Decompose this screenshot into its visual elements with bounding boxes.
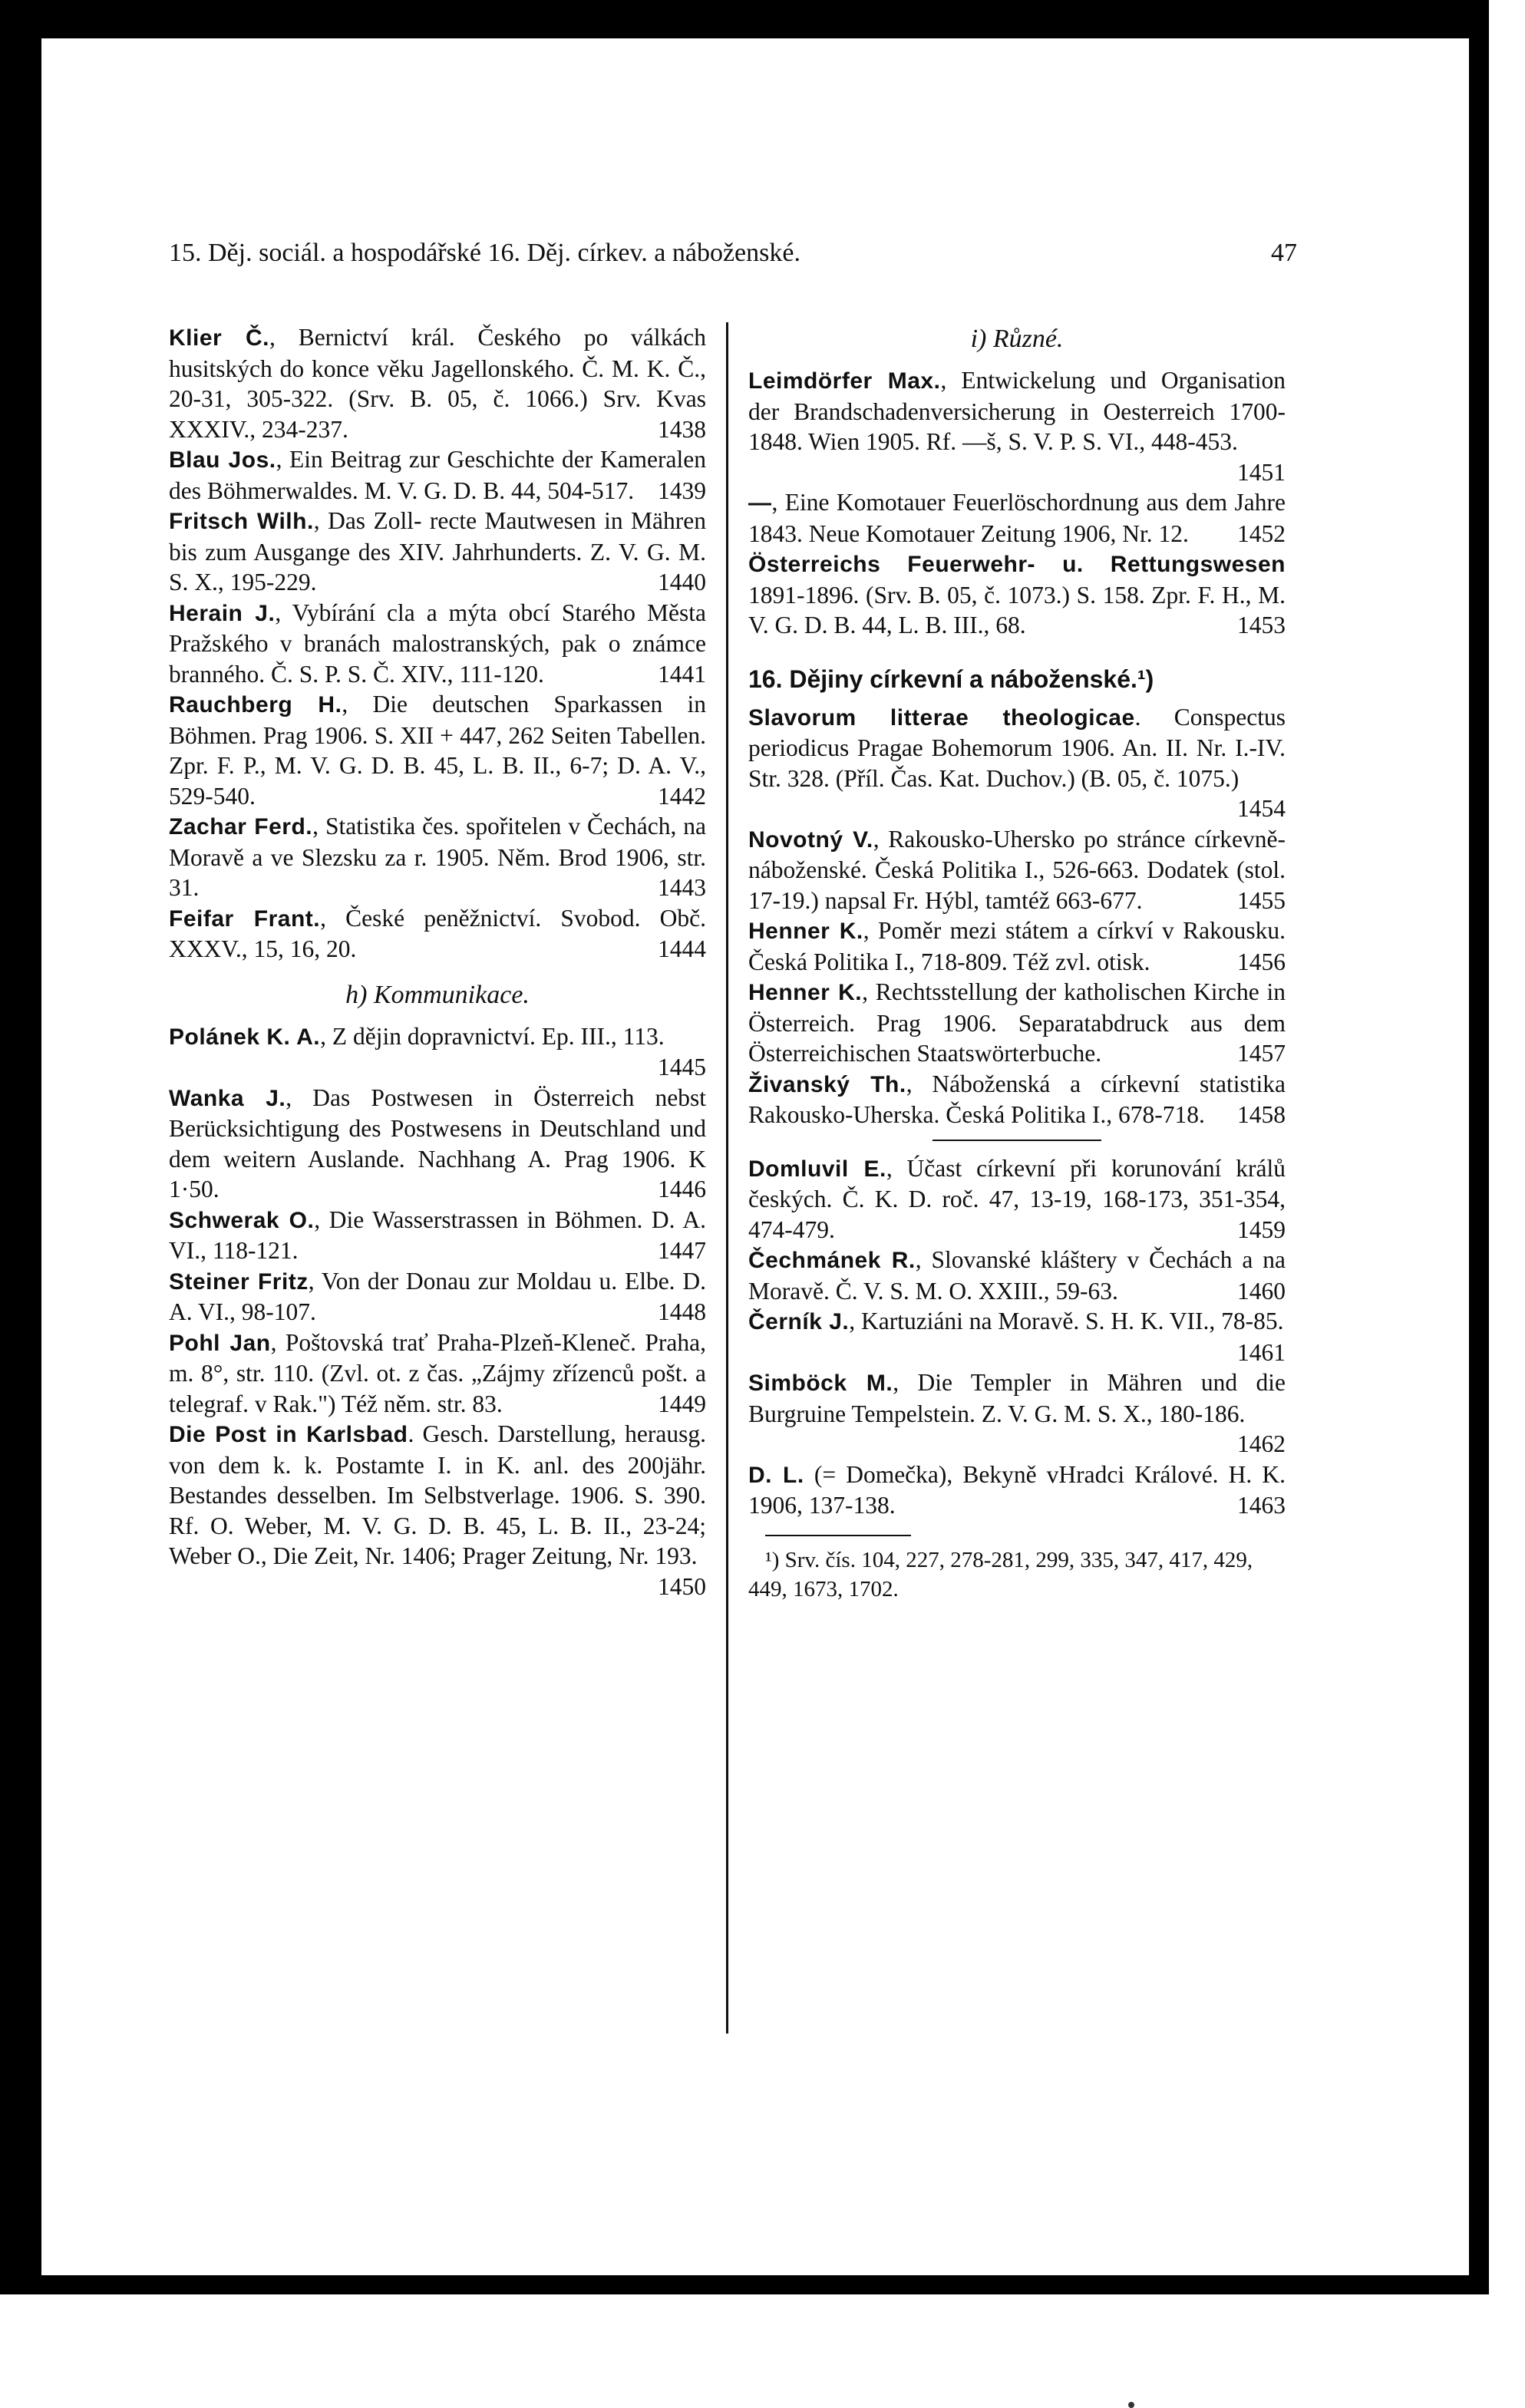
bib-entry (748, 549, 1286, 641)
footnote: ¹) Srv. čís. 104, 227, 278-281, 299, 335, 347, 417, 429, 449, 1673, 1702. (748, 1547, 1253, 1601)
entry-number: 1448 (658, 1298, 706, 1325)
bib-entry (748, 824, 1286, 916)
header-title: 15. Děj. sociál. a hospodářské 16. Děj. církev. a náboženské. (169, 239, 800, 267)
entry-author: Klier Č. (169, 325, 269, 351)
bib-entry (169, 1328, 706, 1420)
entry-number: 1457 (1237, 1040, 1286, 1067)
entry-number: 1451 (1237, 458, 1286, 486)
entry-author: Živanský Th. (748, 1071, 906, 1097)
entry-author: Polánek K. A. (169, 1024, 321, 1050)
entries-section-16 (748, 702, 1286, 1130)
entry-text: , Rechtsstellung der katholischen Kirche in Österreich. Prag 1906. Separatabdruck aus dem Österreichischen Staatswörterbuche. (748, 978, 1286, 1067)
entry-text: , Účast církevní při korunování králů českých. Č. K. D. roč. 47, 13-19, 168-173, 351-354, 474-479. (748, 1154, 1286, 1243)
entry-text: , Von der Donau zur Moldau u. Elbe. D. A. VI., 98-107. (169, 1267, 706, 1325)
entry-text: , Entwickelung und Organisation der Brandschadenversicherung in Oesterreich 1700-1848. Wien 1905. Rf. —š, S. V. P. S. VI., 448-453. (748, 367, 1286, 455)
bib-entry (748, 977, 1286, 1069)
entry-number: 1455 (1237, 886, 1286, 914)
entries-section-16b (748, 1153, 1286, 1521)
entry-author: D. L. (748, 1462, 804, 1488)
entry-author: Herain J. (169, 600, 276, 626)
entry-author: Pohl Jan (169, 1330, 271, 1356)
entry-number: 1438 (658, 415, 706, 443)
entry-text: , Slovanské kláštery v Čechách a na Moravě. Č. V. S. M. O. XXIII., 59-63. (748, 1246, 1286, 1305)
bib-entry (748, 1245, 1286, 1306)
entry-text: , Die Templer in Mähren und die Burgruine Tempelstein. Z. V. G. M. S. X., 180-186. (748, 1369, 1286, 1427)
entries-section-h (169, 1021, 706, 1602)
entry-number: 1461 (1237, 1338, 1286, 1366)
entry-text: , Poměr mezi státem a církví v Rakousku. Česká Politika I., 718-809. Též zvl. otisk. (748, 917, 1286, 975)
section-rule (932, 1140, 1101, 1141)
section-heading-i: i) Různé. (970, 325, 1064, 353)
right-column (748, 322, 1286, 1604)
entry-text: , Ein Beitrag zur Geschichte der Kameralen des Böhmerwaldes. M. V. G. D. B. 44, 504-517. (169, 446, 706, 504)
entry-text: , Das Zoll- recte Mautwesen in Mähren bis zum Ausgange des XIV. Jahrhunderts. Z. V. G. M. S. X., 195-229. (169, 507, 706, 595)
footnote-rule (765, 1535, 911, 1536)
bib-entry (748, 487, 1286, 549)
entry-author: Henner K. (748, 980, 863, 1005)
book-page (169, 230, 1297, 2026)
entry-number: 1439 (658, 477, 706, 504)
entry-number: 1447 (658, 1237, 706, 1264)
entry-number: 1442 (658, 782, 706, 810)
entry-text: , Die Wasserstrassen in Böhmen. D. A. VI., 118-121. (169, 1206, 706, 1264)
entry-text: , České peněžnictví. Svobod. Obč. XXXV., 15, 16, 20. (169, 904, 706, 962)
entry-text: , Bernictví král. Českého po válkách husitských do konce věku Jagellonského. Č. M. K. Č., 20-31, 305-322. (Srv. B. 05, č. 1066.) Srv. Kvas XXXIV., 234-237. (169, 324, 706, 443)
entry-author: Zachar Ferd. (169, 814, 313, 840)
bib-entry (748, 365, 1286, 487)
bib-entry (748, 1367, 1286, 1460)
scan-margin (1489, 0, 1525, 2315)
bib-entry (169, 1205, 706, 1266)
entry-number: 1444 (658, 935, 706, 962)
bib-entry (748, 1306, 1286, 1367)
entries-section-i (748, 365, 1286, 641)
bib-entry (169, 1266, 706, 1328)
entry-author: Černík J. (748, 1309, 850, 1334)
entry-text: , Statistika čes. spořitelen v Čechách, na Moravě a ve Slezsku za r. 1905. Něm. Brod 1906, str. 31. (169, 813, 706, 901)
entry-number: 1441 (658, 660, 706, 688)
bib-entry (169, 506, 706, 598)
entry-number: 1445 (658, 1054, 706, 1080)
entry-author: Čechmánek R. (748, 1248, 916, 1273)
bib-entry (169, 598, 706, 690)
running-header (169, 230, 1297, 276)
entry-number: 1446 (658, 1176, 706, 1202)
entry-text: , Vybírání cla a mýta obcí Starého Města Pražského v branách malostranských, pak o známce branného. Č. S. P. S. Č. XIV., 111-120. (169, 599, 706, 688)
bib-entry (169, 1419, 706, 1601)
entry-number: 1453 (1237, 612, 1286, 638)
entry-number: 1458 (1237, 1101, 1286, 1128)
entry-author: Domluvil E. (748, 1156, 886, 1182)
entry-author: Feifar Frant. (169, 905, 321, 932)
entry-text: , Kartuziáni na Moravě. S. H. K. VII., 78-85. (849, 1308, 1284, 1334)
entry-text: , Das Postwesen in Österreich nebst Berücksichtigung des Postwesens in Deutschland und dem weitern Auslande. Nachhang A. Prag 1906. K 1·50. (169, 1084, 706, 1202)
entry-number: 1462 (1237, 1430, 1286, 1457)
bib-entry (169, 444, 706, 506)
bib-entry (169, 903, 706, 965)
entry-number: 1456 (1237, 948, 1286, 975)
section-heading-h: h) Kommunikace. (345, 980, 530, 1009)
entry-author: Schwerak O. (169, 1207, 315, 1233)
entry-number: 1450 (658, 1572, 706, 1600)
entry-author: Die Post in Karlsbad (169, 1422, 408, 1447)
entry-text: (= Domečka), Bekyně vHradci Králové. H. K. 1906, 137-138. (748, 1460, 1286, 1519)
entry-number: 1443 (658, 874, 706, 901)
bib-entry (748, 1153, 1286, 1245)
left-column (169, 322, 706, 1601)
entry-author: Leimdörfer Max. (748, 368, 941, 394)
bib-entry (748, 915, 1286, 977)
entry-author: Wanka J. (169, 1085, 286, 1111)
entry-author: Steiner Fritz (169, 1268, 309, 1295)
bib-entry (748, 1460, 1286, 1521)
entry-text: , Z dějin dopravnictví. Ep. III., 113. (320, 1022, 665, 1050)
entry-text: , Die deutschen Sparkassen in Böhmen. Prag 1906. S. XII + 447, 262 Seiten Tabellen. Zpr. F. P., M. V. G. D. B. 45, L. B. II., 6-7; D. A. V., 529-540. (169, 691, 707, 810)
entries-section-15 (169, 322, 706, 965)
entry-number: 1452 (1237, 520, 1286, 547)
bib-entry (748, 702, 1286, 824)
section-heading-16: 16. Dějiny církevní a náboženské.¹) (748, 665, 1154, 693)
entry-text: . Conspectus periodicus Pragae Bohemorum 1906. An. II. Nr. I.-IV. Str. 328. (Příl. Čas. Kat. Duchov.) (B. 05, č. 1075.) (748, 703, 1286, 792)
entry-author: Novotný V. (748, 826, 873, 853)
entry-author: — (748, 490, 772, 516)
bib-entry (169, 689, 706, 811)
entry-author: Österreichs Feuerwehr- u. Rettungswesen (748, 552, 1286, 577)
bib-entry (748, 1069, 1286, 1130)
entry-text: 1891-1896. (Srv. B. 05, č. 1073.) S. 158. Zpr. F. H., M. V. G. D. B. 44, L. B. III., 68. (748, 581, 1286, 638)
entry-author: Rauchberg H. (169, 692, 342, 717)
entry-author: Henner K. (748, 919, 863, 944)
entry-text: , Poštovská trať Praha-Plzeň-Kleneč. Praha, m. 8°, str. 110. (Zvl. ot. z čas. „Zájmy zřízenců pošt. a telegraf. v Rak.") Též něm. str. 83. (169, 1328, 706, 1417)
entry-number: 1460 (1237, 1277, 1286, 1305)
entry-author: Slavorum litterae theologicae (748, 704, 1135, 731)
entry-number: 1449 (658, 1390, 706, 1417)
entry-number: 1463 (1237, 1492, 1286, 1519)
entry-text: , Eine Komotauer Feuerlöschordnung aus dem Jahre 1843. Neue Komotauer Zeitung 1906, Nr. 12. (748, 489, 1286, 547)
entry-author: Fritsch Wilh. (169, 509, 314, 534)
entry-number: 1459 (1237, 1216, 1286, 1243)
entry-number: 1440 (658, 569, 706, 595)
bib-entry (169, 1083, 706, 1205)
entry-number: 1454 (1237, 795, 1286, 822)
entry-text: . Gesch. Darstellung, herausg. von dem k. k. Postamte I. in K. anl. des 200jähr. Bestandes desselben. Im Selbstverlage. 1906. S. 390. Rf. O. Weber, M. V. G. D. B. 45, L. B. II., 23-24; Weber O., Die Zeit, Nr. 1406; Prager Zeitung, Nr. 193. (169, 1420, 706, 1569)
bib-entry (169, 811, 706, 903)
entry-text: , Rakousko-Uhersko po stránce církevně-náboženské. Česká Politika I., 526-663. Dodatek (stol. 17-19.) napsal Fr. Hýbl, tamtéž 663-677. (748, 825, 1286, 914)
entry-author: Simböck M. (748, 1371, 893, 1396)
bib-entry (169, 1021, 706, 1083)
entry-author: Blau Jos. (169, 447, 276, 473)
page-number: 47 (1271, 239, 1297, 267)
entry-text: , Náboženská a církevní statistika Rakousko-Uherska. Česká Politika I., 678-718. (748, 1070, 1286, 1128)
column-divider (726, 322, 728, 2034)
bib-entry (169, 322, 706, 444)
print-speck (1128, 2402, 1134, 2408)
